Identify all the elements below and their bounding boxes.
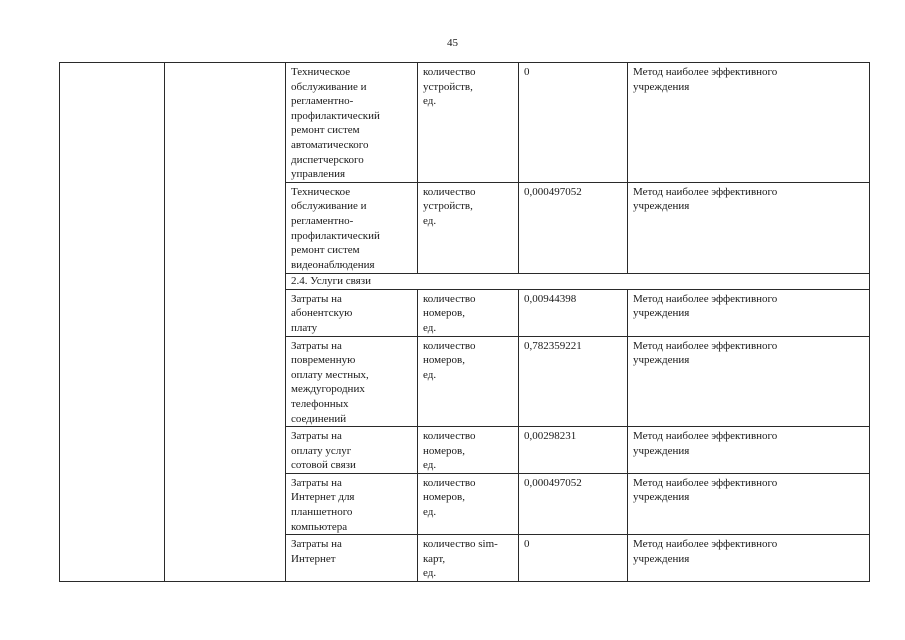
cell-line: Метод наиболее эффективного <box>633 185 778 198</box>
page-number: 45 <box>447 37 458 49</box>
method-cell <box>628 535 870 582</box>
cell-line: Интернет для <box>291 491 355 504</box>
cell-line: оплату местных, <box>291 368 369 381</box>
cost-norms-table <box>59 62 870 582</box>
cell-line: регламентно- <box>291 214 354 227</box>
table-row <box>60 63 870 183</box>
cell-line: номеров, <box>423 444 465 457</box>
empty-col-2 <box>165 63 286 582</box>
cell-line: абонентскую <box>291 307 353 320</box>
cell-line: количество <box>423 185 476 198</box>
cell-line: управления <box>291 168 346 181</box>
cell-line: Затраты на <box>291 430 342 443</box>
cell-line: повременную <box>291 354 356 367</box>
cell-line: учреждения <box>633 80 690 93</box>
cell-line: автоматического <box>291 138 369 151</box>
cost-name-cell <box>286 63 418 183</box>
cell-line: номеров, <box>423 307 465 320</box>
cell-line: телефонных <box>291 397 349 410</box>
cell-line: ед. <box>423 95 437 108</box>
cell-line: количество <box>423 430 476 443</box>
cell-line: Затраты на <box>291 476 342 489</box>
cell-line: компьютера <box>291 520 348 533</box>
cell-line: плату <box>291 321 318 334</box>
cell-line: Метод наиболее эффективного <box>633 476 778 489</box>
unit-cell <box>418 182 519 273</box>
method-cell <box>628 473 870 534</box>
cell-line: Затраты на <box>291 538 342 551</box>
cost-name-cell <box>286 535 418 582</box>
method-cell <box>628 182 870 273</box>
cell-line: регламентно- <box>291 95 354 108</box>
cell-line: ед. <box>423 567 437 580</box>
cell-line: учреждения <box>633 444 690 457</box>
cell-line: ремонт систем <box>291 244 360 257</box>
cell-line: ед. <box>423 506 437 519</box>
cell-line: видеонаблюдения <box>291 258 375 271</box>
cell-line: планшетного <box>291 506 353 519</box>
value-cell: 0,782359221 <box>519 336 628 427</box>
cell-line: номеров, <box>423 354 465 367</box>
cell-line: междугородних <box>291 383 365 396</box>
cell-line: ед. <box>423 459 437 472</box>
unit-cell <box>418 427 519 474</box>
value-cell: 0 <box>519 535 628 582</box>
value-cell: 0 <box>519 63 628 183</box>
cell-line: ед. <box>423 214 437 227</box>
cell-line: обслуживание и <box>291 200 367 213</box>
method-cell <box>628 63 870 183</box>
value-cell: 0,00298231 <box>519 427 628 474</box>
cell-line: профилактический <box>291 109 380 122</box>
cell-line: диспетчерского <box>291 153 364 166</box>
cell-line: ед. <box>423 321 437 334</box>
cell-line: Метод наиболее эффективного <box>633 66 778 78</box>
cell-line: обслуживание и <box>291 80 367 93</box>
cost-name-cell <box>286 336 418 427</box>
cell-line: количество <box>423 339 476 352</box>
cell-line: Интернет <box>291 552 336 565</box>
cell-line: профилактический <box>291 229 380 242</box>
table-body <box>60 63 870 582</box>
unit-cell <box>418 535 519 582</box>
cell-line: количество <box>423 292 476 305</box>
cell-line: ремонт систем <box>291 124 360 137</box>
cell-line: учреждения <box>633 491 690 504</box>
cell-line: Метод наиболее эффективного <box>633 538 778 551</box>
cell-line: Затраты на <box>291 339 342 352</box>
cell-line: количество <box>423 66 476 78</box>
empty-col-1 <box>60 63 165 582</box>
cell-line: оплату услуг <box>291 444 352 457</box>
cost-name-cell <box>286 427 418 474</box>
value-cell: 0,000497052 <box>519 182 628 273</box>
cost-name-cell <box>286 473 418 534</box>
cell-line: ед. <box>423 368 437 381</box>
method-cell <box>628 289 870 336</box>
method-cell <box>628 336 870 427</box>
cell-line: соединений <box>291 412 347 425</box>
cell-line: учреждения <box>633 354 690 367</box>
cell-line: Метод наиболее эффективного <box>633 339 778 352</box>
value-cell: 0,000497052 <box>519 473 628 534</box>
cell-line: Затраты на <box>291 292 342 305</box>
cell-line: устройств, <box>423 200 473 213</box>
cell-line: устройств, <box>423 80 473 93</box>
cell-line: сотовой связи <box>291 459 356 472</box>
unit-cell <box>418 289 519 336</box>
value-cell: 0,00944398 <box>519 289 628 336</box>
cost-name-cell <box>286 182 418 273</box>
unit-cell <box>418 63 519 183</box>
cell-line: количество sim- <box>423 538 498 551</box>
cell-line: Метод наиболее эффективного <box>633 430 778 443</box>
cell-line: учреждения <box>633 552 690 565</box>
cell-line: Метод наиболее эффективного <box>633 292 778 305</box>
method-cell <box>628 427 870 474</box>
cell-line: количество <box>423 476 476 489</box>
section-heading: 2.4. Услуги связи <box>286 273 870 289</box>
cell-line: Техническое <box>291 66 351 78</box>
cell-line: Техническое <box>291 185 351 198</box>
cell-line: карт, <box>423 552 446 565</box>
unit-cell <box>418 473 519 534</box>
cell-line: номеров, <box>423 491 465 504</box>
cell-line: учреждения <box>633 200 690 213</box>
cell-line: учреждения <box>633 307 690 320</box>
cost-name-cell <box>286 289 418 336</box>
unit-cell <box>418 336 519 427</box>
